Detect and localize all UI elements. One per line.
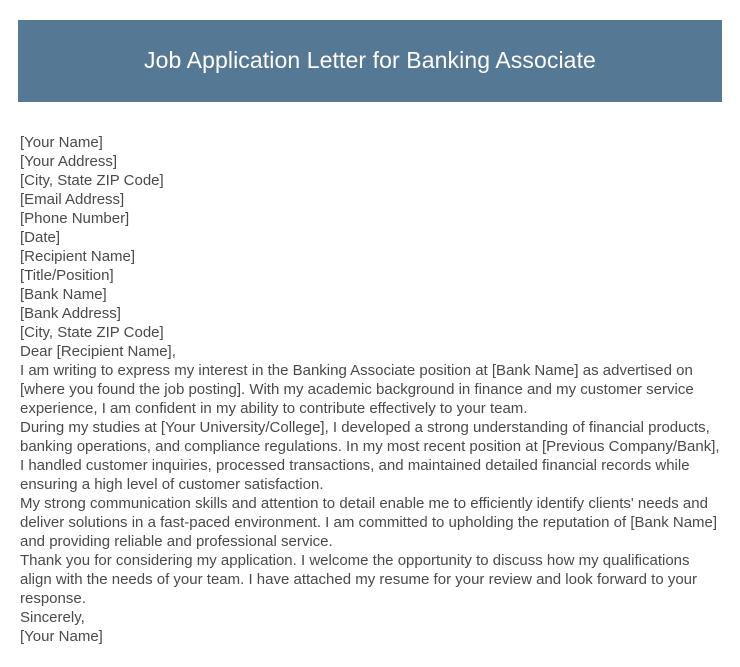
letter-paragraph: During my studies at [Your University/College], I developed a strong understanding of financial products, banking operations, and compliance regulations. In my most recent position at [Previous Company/Bank], I handled customer inquiries, processed transactions, and maintained detailed financial records while ensuring a high level of customer satisfaction. [20,419,724,493]
letter-line: [Your Address] [20,153,118,170]
letter-line: [Phone Number] [20,210,130,227]
letter-line: [Bank Name] [20,286,107,303]
letter-signature: [Your Name] [20,628,103,645]
letter-body [20,133,722,646]
letter-line: [Date] [20,229,61,246]
letter-line: [Email Address] [20,191,125,208]
letter-paragraph: I am writing to express my interest in the Banking Associate position at [Bank Name] as advertised on [where you found the job posting]. With my academic background in finance and my customer service experience, I am confident in my ability to contribute effectively to your team. [20,362,698,417]
letter-line: [Recipient Name] [20,248,136,265]
letter-closing: Sincerely, [20,609,85,626]
letter-line: [City, State ZIP Code] [20,172,164,189]
letter-line: [Title/Position] [20,267,114,284]
document-title: Job Application Letter for Banking Associate [144,47,596,74]
letter-salutation: Dear [Recipient Name], [20,343,176,360]
letter-line: [City, State ZIP Code] [20,324,164,341]
letter-paragraph: Thank you for considering my application. I welcome the opportunity to discuss how my qualifications align with the needs of your team. I have attached my resume for your review and look forward to your response. [20,552,702,607]
letter-paragraph: My strong communication skills and attention to detail enable me to efficiently identify clients' needs and deliver solutions in a fast-paced environment. I am committed to upholding the reputation of [Bank Name] and providing reliable and professional service. [20,495,722,550]
document-header-banner [18,20,722,102]
letter-line: [Your Name] [20,134,103,151]
letter-line: [Bank Address] [20,305,121,322]
